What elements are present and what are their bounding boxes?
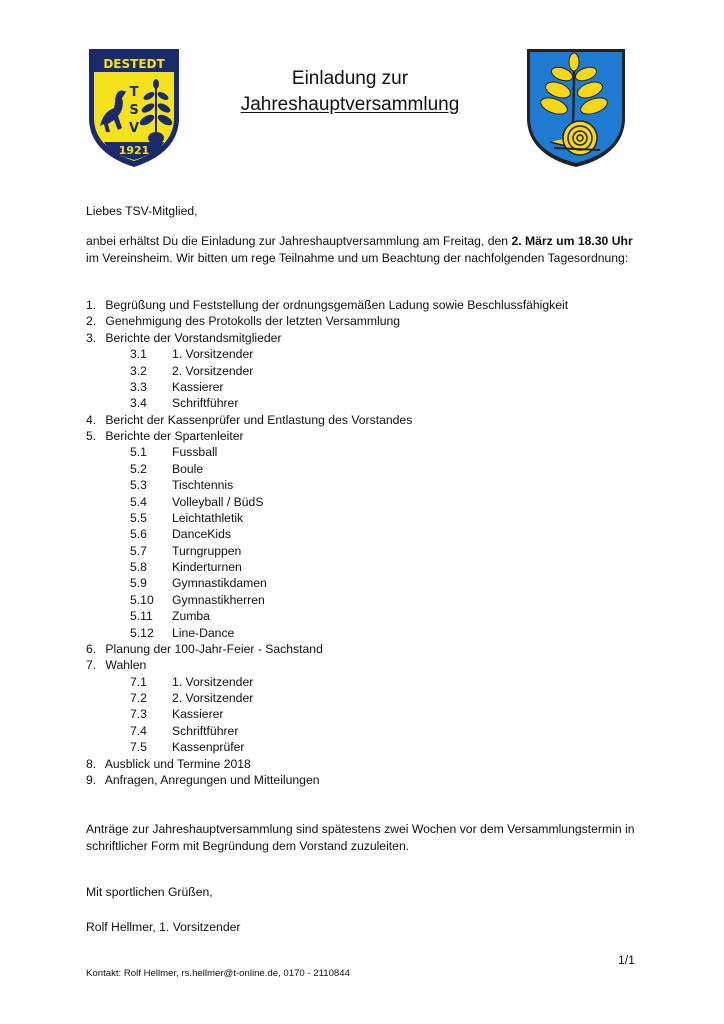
agenda-subitem-text: Boule bbox=[172, 461, 204, 476]
agenda-subitem-number: 5.1 bbox=[130, 445, 147, 460]
agenda-item bbox=[86, 657, 646, 673]
agenda-subitem-text: Kinderturnen bbox=[172, 560, 242, 574]
agenda-item-number: 7. bbox=[86, 658, 97, 673]
agenda-subitem bbox=[86, 346, 646, 362]
agenda-list bbox=[86, 297, 646, 788]
agenda-subitem-text: Schriftführer bbox=[172, 723, 239, 738]
signature: Rolf Hellmer, 1. Vorsitzender bbox=[86, 920, 241, 934]
agenda-subitem-text: 1. Vorsitzender bbox=[172, 674, 254, 689]
agenda-subitem bbox=[86, 543, 646, 559]
document-title bbox=[200, 66, 500, 118]
agenda-subitem-number: 7.1 bbox=[130, 674, 147, 689]
agenda-subitem-number: 5.7 bbox=[130, 543, 147, 558]
agenda-subitem-text: 2. Vorsitzender bbox=[172, 691, 254, 705]
agenda-subitem-number: 3.2 bbox=[130, 363, 147, 378]
agenda-item bbox=[86, 313, 646, 329]
agenda-subitem-number: 5.9 bbox=[130, 576, 147, 591]
agenda-subitem-text: Tischtennis bbox=[172, 478, 234, 493]
crest-top-text: DESTEDT bbox=[103, 57, 165, 71]
agenda-item-text: Genehmigung des Protokolls der letzten Versammlung bbox=[105, 314, 401, 329]
closing-paragraph bbox=[86, 821, 634, 854]
agenda-subitem-number: 5.12 bbox=[130, 625, 154, 640]
agenda-subitem-number: 7.3 bbox=[130, 707, 147, 722]
agenda-subitem-text: 1. Vorsitzender bbox=[172, 347, 254, 362]
closing-line1: Anträge zur Jahreshauptversammlung sind spätestens zwei Wochen vor dem Versammlungstermin in bbox=[86, 822, 635, 836]
agenda-subitem bbox=[86, 723, 646, 739]
agenda-subitem-text: Volleyball / BüdS bbox=[172, 494, 264, 509]
agenda-subitem-number: 5.10 bbox=[130, 592, 154, 607]
agenda-subitem-number: 5.6 bbox=[130, 527, 147, 542]
agenda-item-number: 9. bbox=[86, 772, 97, 787]
agenda-subitem bbox=[86, 526, 646, 542]
agenda-subitem bbox=[86, 608, 646, 624]
agenda-subitem-text: Leichtathletik bbox=[172, 510, 244, 525]
agenda-item-text: Begrüßung und Feststellung der ordnungsgemäßen Ladung sowie Beschlussfähigkeit bbox=[105, 298, 569, 312]
agenda-subitem-number: 5.5 bbox=[130, 510, 147, 525]
agenda-subitem bbox=[86, 625, 646, 641]
contact-footer: Kontakt: Rolf Hellmer, rs.hellmer@t-online.de, 0170 - 2110844 bbox=[86, 968, 350, 979]
agenda-subitem bbox=[86, 510, 646, 526]
agenda-subitem bbox=[86, 494, 646, 510]
agenda-item-text: Ausblick und Termine 2018 bbox=[104, 756, 251, 771]
agenda-subitem-number: 7.4 bbox=[130, 723, 147, 738]
agenda-subitem-text: Gymnastikherren bbox=[172, 592, 265, 607]
agenda-item bbox=[86, 756, 646, 772]
crest-letter-t: T bbox=[129, 85, 139, 100]
municipal-coat-of-arms-logo bbox=[524, 46, 628, 170]
agenda-subitem bbox=[86, 575, 646, 591]
agenda-subitem-number: 5.4 bbox=[130, 494, 147, 509]
agenda-subitem-text: Turngruppen bbox=[172, 543, 242, 558]
agenda-subitem-number: 5.3 bbox=[130, 478, 147, 493]
agenda-subitem-number: 7.5 bbox=[130, 740, 147, 755]
title-line-2: Jahreshauptversammlung bbox=[240, 94, 460, 115]
agenda-subitem bbox=[86, 395, 646, 411]
agenda-subitem-number: 3.1 bbox=[130, 347, 147, 362]
agenda-item-number: 3. bbox=[86, 330, 97, 345]
agenda-subitem bbox=[86, 559, 646, 575]
agenda-item-number: 6. bbox=[86, 641, 97, 656]
agenda-subitem bbox=[86, 461, 646, 477]
agenda-item-number: 1. bbox=[86, 298, 97, 312]
intro-line2-text: im Vereinsheim. Wir bitten um rege Teilnahme und um Beachtung der nachfolgenden Tagesordnung: bbox=[86, 250, 629, 265]
agenda-item bbox=[86, 772, 646, 788]
agenda-item-text: Wahlen bbox=[105, 658, 147, 673]
agenda-subitem bbox=[86, 706, 646, 722]
agenda-subitem-number: 7.2 bbox=[130, 691, 147, 705]
agenda-item bbox=[86, 330, 646, 346]
intro-date-highlight: 2. März um 18.30 Uhr bbox=[511, 234, 633, 248]
intro-paragraph bbox=[86, 233, 633, 266]
agenda-item bbox=[86, 641, 646, 657]
title-line-1: Einladung zur bbox=[291, 68, 409, 89]
agenda-subitem bbox=[86, 690, 646, 706]
agenda-subitem-text: Schriftführer bbox=[172, 396, 239, 411]
agenda-subitem-text: DanceKids bbox=[172, 527, 231, 542]
agenda-subitem-text: Kassierer bbox=[172, 707, 224, 722]
agenda-subitem bbox=[86, 444, 646, 460]
agenda-subitem bbox=[86, 674, 646, 690]
agenda-subitem bbox=[86, 379, 646, 395]
agenda-item-text: Anfragen, Anregungen und Mitteilungen bbox=[104, 772, 320, 787]
agenda-item-text: Planung der 100-Jahr-Feier - Sachstand bbox=[105, 641, 323, 656]
agenda-item bbox=[86, 428, 646, 444]
crest-letter-s: S bbox=[129, 103, 139, 118]
agenda-subitem bbox=[86, 477, 646, 493]
closing-line2: schriftlicher Form mit Begründung dem Vorstand zuzuleiten. bbox=[86, 838, 410, 853]
greeting: Liebes TSV-Mitglied, bbox=[86, 204, 198, 218]
agenda-subitem-text: 2. Vorsitzender bbox=[172, 363, 254, 378]
agenda-item-number: 2. bbox=[86, 314, 97, 329]
agenda-subitem-number: 3.3 bbox=[130, 379, 147, 394]
agenda-subitem bbox=[86, 363, 646, 379]
agenda-item bbox=[86, 412, 646, 428]
agenda-subitem-number: 5.8 bbox=[130, 560, 147, 574]
agenda-subitem bbox=[86, 592, 646, 608]
agenda-item-text: Bericht der Kassenprüfer und Entlastung des Vorstandes bbox=[105, 412, 413, 427]
agenda-subitem-text: Line-Dance bbox=[172, 625, 235, 640]
regards: Mit sportlichen Grüßen, bbox=[86, 885, 213, 899]
agenda-subitem-text: Kassenprüfer bbox=[172, 740, 245, 755]
agenda-item-text: Berichte der Spartenleiter bbox=[105, 429, 244, 443]
agenda-subitem-number: 3.4 bbox=[130, 396, 147, 411]
agenda-subitem-number: 5.2 bbox=[130, 461, 147, 476]
agenda-item bbox=[86, 297, 646, 313]
agenda-subitem-text: Gymnastikdamen bbox=[172, 576, 267, 591]
agenda-subitem-number: 5.11 bbox=[130, 609, 153, 624]
tsv-destedt-crest-logo bbox=[86, 46, 182, 170]
agenda-item-number: 8. bbox=[86, 756, 97, 771]
crest-year: 1921 bbox=[118, 144, 150, 157]
agenda-item-number: 5. bbox=[86, 429, 97, 443]
agenda-item-number: 4. bbox=[86, 412, 97, 427]
agenda-item-text: Berichte der Vorstandsmitglieder bbox=[105, 330, 282, 345]
page-number: 1/1 bbox=[618, 953, 635, 967]
agenda-subitem bbox=[86, 739, 646, 755]
agenda-subitem-text: Fussball bbox=[172, 445, 218, 460]
crest-letter-v: V bbox=[128, 121, 140, 136]
intro-line1-text: anbei erhältst Du die Einladung zur Jahreshauptversammlung am Freitag, den bbox=[86, 234, 512, 248]
agenda-subitem-text: Kassierer bbox=[172, 379, 224, 394]
agenda-subitem-text: Zumba bbox=[172, 609, 210, 624]
